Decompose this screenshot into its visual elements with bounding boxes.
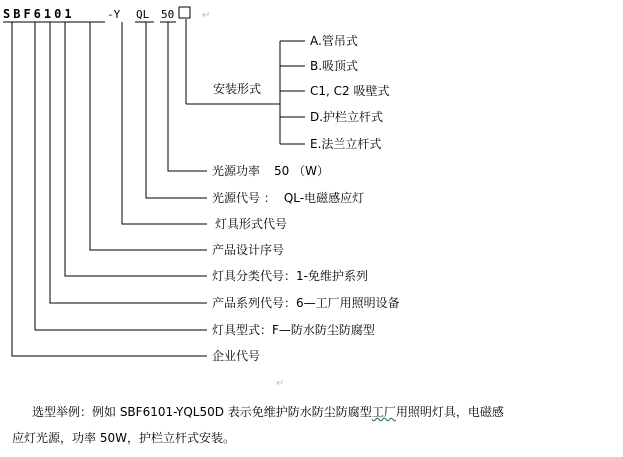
example-line-1: 选型举例：例如 SBF6101-YQL50D 表示免维护防水防尘防腐型工厂用照明灯具，电磁感 bbox=[32, 405, 504, 419]
field-label-class: 灯具分类代号：1-免维护系列 bbox=[212, 269, 368, 283]
mount-item-b: B.吸顶式 bbox=[310, 59, 359, 73]
mount-item-a: A.管吊式 bbox=[310, 34, 358, 48]
field-label-power: 光源功率 50 （W） bbox=[212, 164, 329, 178]
code-light-source: QL bbox=[136, 8, 150, 21]
connector-power bbox=[168, 22, 207, 171]
connector-company bbox=[12, 22, 207, 356]
code-prefix: SBF6101 bbox=[3, 7, 75, 21]
selection-example bbox=[12, 399, 610, 451]
connector-source bbox=[146, 22, 207, 198]
field-label-source: 光源代号 ： QL-电磁感应灯 bbox=[212, 191, 365, 205]
field-label-series: 产品系列代号：6—工厂用照明设备 bbox=[212, 296, 400, 310]
paragraph-mark: ↵ bbox=[202, 10, 211, 21]
connector-design bbox=[90, 22, 207, 250]
mount-item-e: E.法兰立杆式 bbox=[310, 137, 382, 151]
connector-series bbox=[50, 22, 207, 303]
mount-item-d: D.护栏立杆式 bbox=[310, 110, 384, 124]
field-label-form: 灯具形式代号 bbox=[215, 217, 288, 231]
field-label-company: 企业代号 bbox=[212, 349, 261, 363]
connector-type bbox=[35, 22, 207, 330]
example-line-2: 应灯光源，功率 50W，护栏立杆式安装。 bbox=[12, 431, 235, 445]
paragraph-mark-2: ↵ bbox=[276, 378, 285, 389]
example-underlined-word: 工厂 bbox=[371, 405, 396, 419]
code-mount-box bbox=[179, 7, 190, 18]
connector-form bbox=[122, 22, 207, 224]
code-separator: -Y bbox=[107, 8, 121, 21]
field-label-type: 灯具型式：F—防水防尘防腐型 bbox=[212, 323, 375, 337]
code-power: 50 bbox=[161, 8, 175, 21]
mount-item-c: C1, C2 吸壁式 bbox=[310, 84, 390, 98]
field-label-design: 产品设计序号 bbox=[212, 243, 285, 257]
mount-heading: 安装形式 bbox=[213, 82, 262, 96]
